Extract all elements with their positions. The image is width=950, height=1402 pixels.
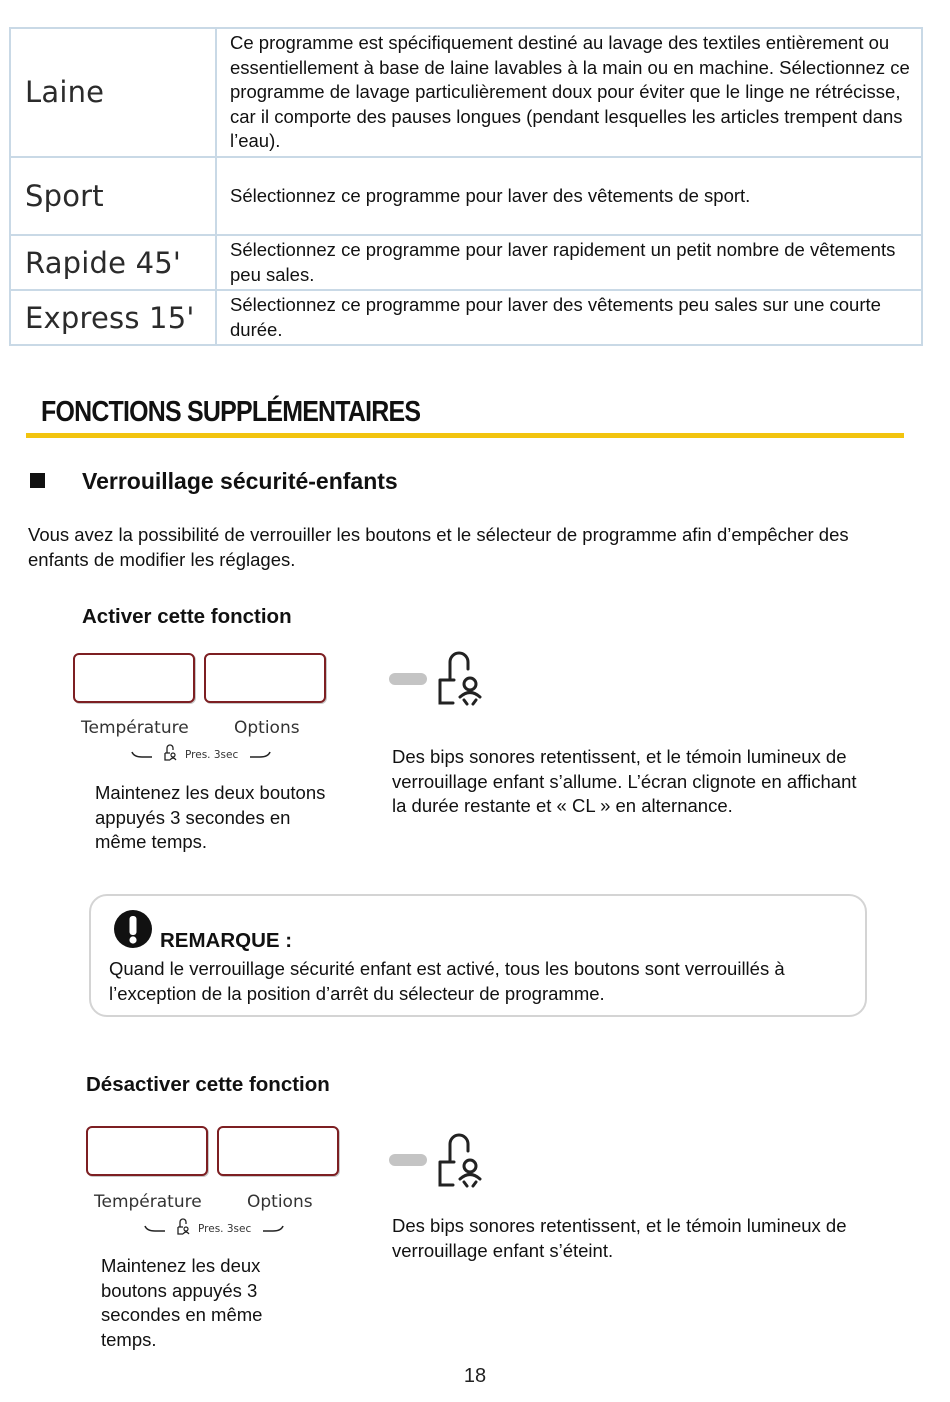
note-title: REMARQUE :: [160, 929, 293, 952]
temperature-button-illustration: [73, 653, 195, 703]
exclamation-icon: [113, 909, 153, 949]
table-row: [10, 235, 922, 290]
press-duration-label: Pres. 3sec: [198, 1223, 252, 1235]
temperature-label: Température: [94, 1192, 202, 1212]
child-lock-small-icon: [162, 744, 178, 762]
temperature-label: Température: [81, 718, 189, 738]
program-name: Laine: [10, 28, 216, 157]
activate-instruction: Maintenez les deux boutons appuyés 3 secondes en même temps.: [95, 782, 326, 853]
indicator-pill-icon: [388, 672, 428, 686]
activate-result: Des bips sonores retentissent, et le témoin lumineux de verrouillage enfant s’allume. L’écran clignote en affichant la durée restante et « CL » en alternance.: [392, 746, 857, 817]
bracket-right-icon: [261, 1224, 285, 1234]
program-name: Sport: [10, 157, 216, 235]
program-name: Express 15': [10, 290, 216, 345]
table-row: [10, 290, 922, 345]
temperature-button-illustration: [86, 1126, 208, 1176]
child-lock-small-icon: [175, 1218, 191, 1236]
child-lock-icon: [436, 1132, 486, 1188]
options-label: Options: [247, 1192, 313, 1212]
page-number: 18: [463, 1365, 487, 1387]
deactivate-title: Désactiver cette fonction: [86, 1073, 330, 1096]
deactivate-result: Des bips sonores retentissent, et le témoin lumineux de verrouillage enfant s’éteint.: [392, 1215, 847, 1261]
program-description: Sélectionnez ce programme pour laver des vêtements de sport.: [216, 157, 922, 235]
options-button-illustration: [204, 653, 326, 703]
program-description: Ce programme est spécifiquement destiné au lavage des textiles entièrement ou essentiellement à base de laine lavables à la main ou en machine. Sélectionnez ce programme de lavage particulièrement doux pour éviter que le linge ne rétrécisse, car il comporte des pauses longues (pendant lesquelles les articles trempent dans l’eau).: [216, 28, 922, 157]
bracket-right-icon: [248, 750, 272, 760]
section-title: FONCTIONS SUPPLÉMENTAIRES: [41, 396, 421, 428]
options-button-illustration: [217, 1126, 339, 1176]
table-row: [10, 157, 922, 235]
subsection-title: Verrouillage sécurité-enfants: [82, 468, 398, 494]
program-table: [9, 27, 923, 346]
note-text: Quand le verrouillage sécurité enfant est activé, tous les boutons sont verrouillés à l’exception de la position d’arrêt du sélecteur de programme.: [109, 958, 785, 1004]
program-description: Sélectionnez ce programme pour laver des vêtements peu sales sur une courte durée.: [216, 290, 922, 345]
intro-paragraph: Vous avez la possibilité de verrouiller les boutons et le sélecteur de programme afin d’empêcher des enfants de modifier les réglages.: [28, 524, 849, 570]
press-indicator: [130, 744, 270, 766]
deactivate-instruction: Maintenez les deux boutons appuyés 3 secondes en même temps.: [101, 1255, 263, 1350]
table-row: [10, 28, 922, 157]
program-description: Sélectionnez ce programme pour laver rapidement un petit nombre de vêtements peu sales.: [216, 235, 922, 290]
bullet-square-icon: [30, 473, 45, 488]
options-label: Options: [234, 718, 300, 738]
press-indicator: [143, 1218, 283, 1240]
press-duration-label: Pres. 3sec: [185, 749, 239, 761]
bracket-left-icon: [130, 750, 154, 760]
heading-rule: [26, 433, 904, 438]
indicator-pill-icon: [388, 1153, 428, 1167]
activate-title: Activer cette fonction: [82, 605, 292, 628]
bracket-left-icon: [143, 1224, 167, 1234]
child-lock-icon: [436, 650, 486, 706]
program-name: Rapide 45': [10, 235, 216, 290]
